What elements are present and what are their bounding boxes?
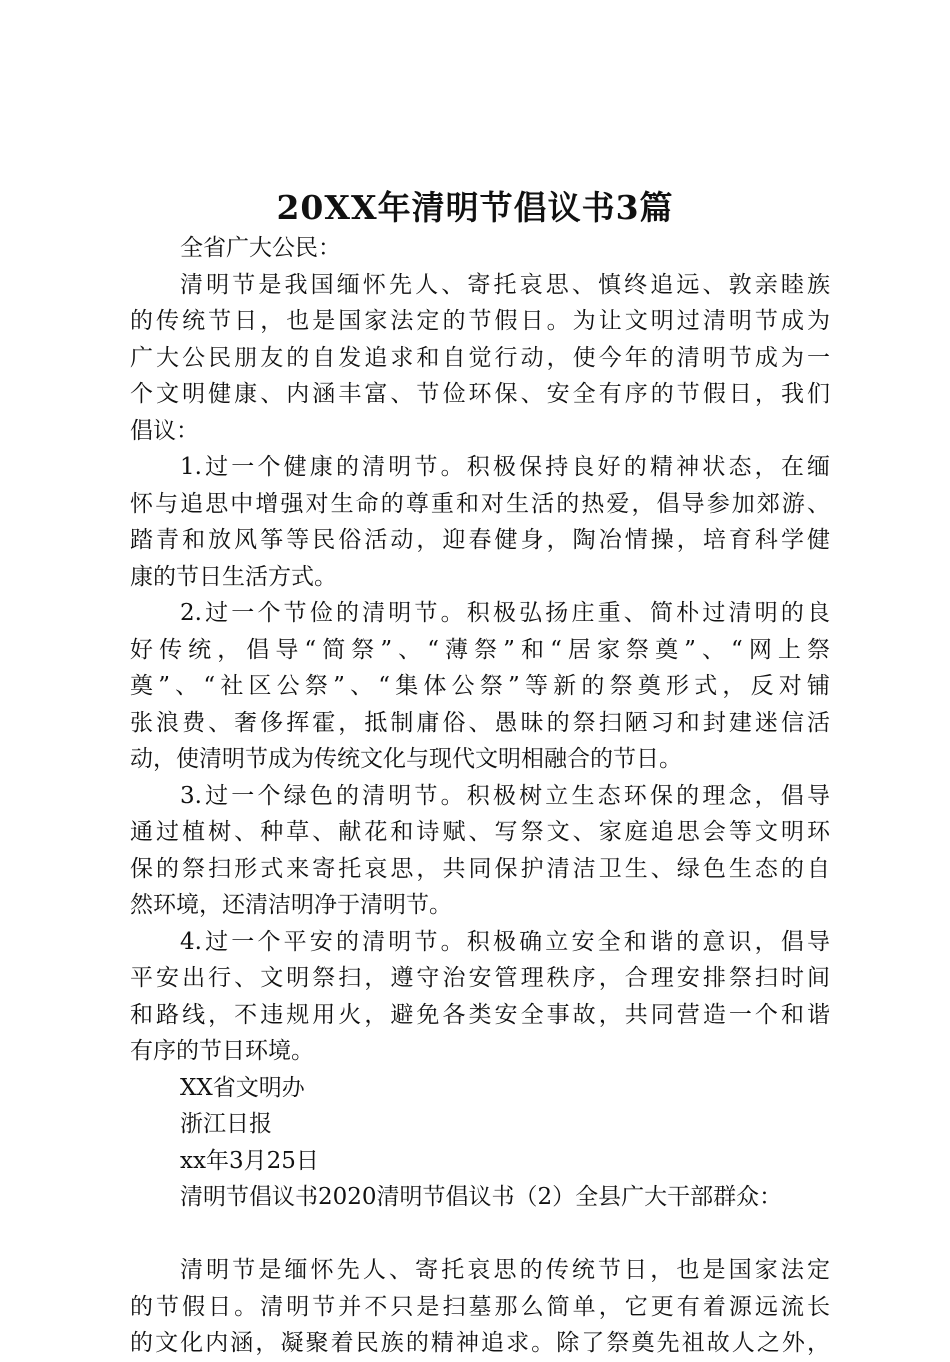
text-line: 踏青和放风筝等民俗活动，迎春健身，陶冶情操，培育科学健 <box>130 527 830 553</box>
text-line: 奠”、“社区公祭”、“集体公祭”等新的祭奠形式，反对铺 <box>130 673 830 699</box>
text-line: xx年3月25日 <box>180 1147 319 1174</box>
text-line: 怀与追思中增强对生命的尊重和对生活的热爱，倡导参加郊游、 <box>130 490 830 517</box>
text-line: 康的节日生活方式。 <box>130 563 337 590</box>
text-line: 4.过一个平安的清明节。积极确立安全和谐的意识，倡导 <box>180 928 830 955</box>
text-line: 倡议： <box>130 417 199 444</box>
text-line: 的传统节日，也是国家法定的节假日。为让文明过清明节成为 <box>130 308 830 334</box>
text-line: 的文化内涵，凝聚着民族的精神追求。除了祭奠先祖故人之外， <box>130 1330 830 1356</box>
text-line: 1.过一个健康的清明节。积极保持良好的精神状态，在缅 <box>180 454 830 480</box>
text-line: 浙江日报 <box>180 1111 272 1137</box>
text-line: 保的祭扫形式来寄托哀思，共同保护清洁卫生、绿色生态的自 <box>130 855 830 882</box>
text-line: 平安出行、文明祭扫，遵守治安管理秩序，合理安排祭扫时间 <box>130 965 830 991</box>
text-line: 通过植树、种草、献花和诗赋、写祭文、家庭追思会等文明环 <box>130 819 830 845</box>
text-line: 的节假日。清明节并不只是扫墓那么简单，它更有着源远流长 <box>130 1293 830 1320</box>
text-line: 好传统，倡导“简祭”、“薄祭”和“居家祭奠”、“网上祭 <box>130 636 830 663</box>
text-line: 然环境，还清洁明净于清明节。 <box>130 892 452 918</box>
text-line: 和路线，不违规用火，避免各类安全事故，共同营造一个和谐 <box>130 1001 830 1028</box>
text-line: 动，使清明节成为传统文化与现代文明相融合的节日。 <box>130 746 682 772</box>
text-line: 全省广大公民： <box>180 235 341 261</box>
text-line: 清明节是我国缅怀先人、寄托哀思、慎终追远、敦亲睦族 <box>180 271 830 298</box>
text-line: 2.过一个节俭的清明节。积极弘扬庄重、简朴过清明的良 <box>180 600 830 626</box>
text-line: XX省文明办 <box>180 1074 305 1101</box>
document-title: 20XX年清明节倡议书3篇 <box>276 188 674 227</box>
text-line: 张浪费、奢侈挥霍，抵制庸俗、愚昧的祭扫陋习和封建迷信活 <box>130 709 830 736</box>
paragraph-gap <box>130 1216 830 1253</box>
text-line: 有序的节日环境。 <box>130 1038 314 1064</box>
text-line: 3.过一个绿色的清明节。积极树立生态环保的理念，倡导 <box>180 782 830 809</box>
text-line: 清明节倡议书2020清明节倡议书（2）全县广大干部群众： <box>180 1184 783 1210</box>
text-line: 清明节是缅怀先人、寄托哀思的传统节日，也是国家法定 <box>180 1257 830 1283</box>
document-body <box>130 230 830 1362</box>
text-line: 个文明健康、内涵丰富、节俭环保、安全有序的节假日，我们 <box>130 381 830 407</box>
text-line: 广大公民朋友的自发追求和自觉行动，使今年的清明节成为一 <box>130 344 830 371</box>
